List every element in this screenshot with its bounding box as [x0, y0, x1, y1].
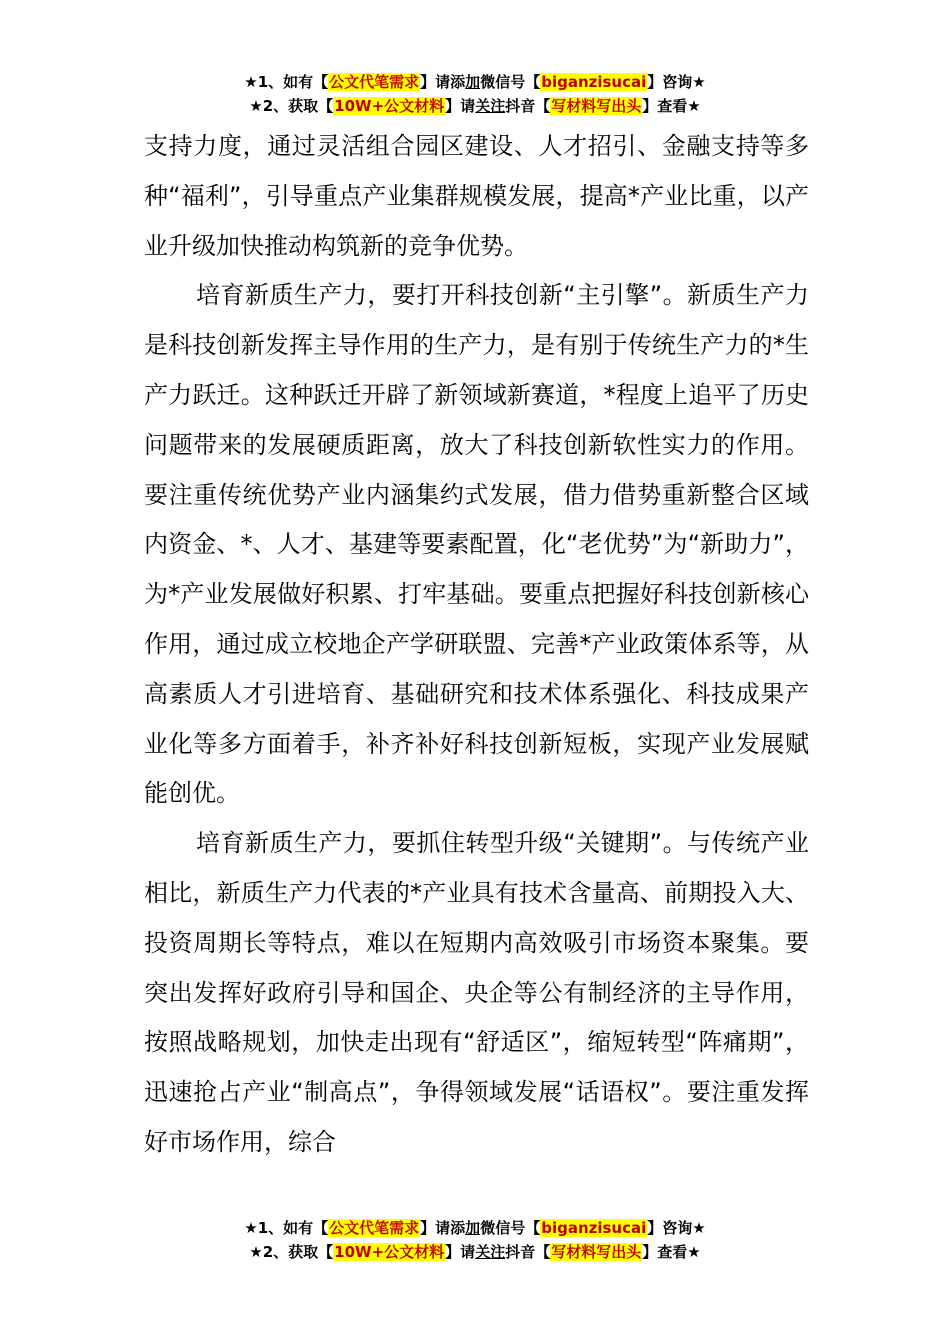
banner-line-2	[0, 1240, 950, 1264]
footer-banner	[0, 1216, 950, 1264]
star-icon: ★	[687, 97, 701, 115]
banner-text: 抖音【	[505, 1243, 551, 1261]
banner-text: 微信号【	[480, 73, 541, 91]
banner-text: 】咨询	[647, 73, 693, 91]
banner-text: 】请	[445, 97, 476, 115]
star-icon: ★	[249, 97, 263, 115]
highlight-service: 公文代笔需求	[329, 1219, 420, 1237]
banner-text: 】查看	[642, 97, 688, 115]
banner-text: 1、如有【	[257, 1219, 329, 1237]
highlight-materials: 10W+公文材料	[334, 1243, 445, 1261]
highlight-wechat-id: biganzisucai	[541, 73, 647, 91]
highlight-service: 公文代笔需求	[329, 73, 420, 91]
banner-text: 】请	[445, 1243, 476, 1261]
banner-text: 】查看	[642, 1243, 688, 1261]
banner-text: 2、获取【	[262, 97, 334, 115]
banner-underlined: 关注	[475, 1243, 506, 1261]
highlight-materials: 10W+公文材料	[334, 97, 445, 115]
banner-text: 】咨询	[647, 1219, 693, 1237]
banner-text: 2、获取【	[262, 1243, 334, 1261]
star-icon: ★	[249, 1243, 263, 1261]
paragraph: 支持力度，通过灵活组合园区建设、人才招引、金融支持等多种“福利”，引导重点产业集群规模发展，提高*产业比重，以产业升级加快推动构筑新的竞争优势。	[144, 132, 809, 260]
star-icon: ★	[692, 73, 706, 91]
star-icon: ★	[692, 1219, 706, 1237]
header-banner	[0, 70, 950, 118]
banner-text: 抖音【	[505, 97, 551, 115]
banner-underlined: 加	[465, 1219, 481, 1237]
paragraph: 培育新质生产力，要打开科技创新“主引擎”。新质生产力是科技创新发挥主导作用的生产力，是有别于传统生产力的*生产力跃迁。这种跃迁开辟了新领域新赛道，*程度上追平了历史问题带来的发展硬质距离，放大了科技创新软性实力的作用。要注重传统优势产业内涵集约式发展，借力借势重新整合区域内资金、*、人才、基建等要素配置，化“老优势”为“新助力”，为*产业发展做好积累、打牢基础。要重点把握好科技创新核心作用，通过成立校地企产学研联盟、完善*产业政策体系等，从高素质人才引进培育、基础研究和技术体系强化、科技成果产业化等多方面着手，补齐补好科技创新短板，实现产业发展赋能创优。	[144, 281, 809, 808]
highlight-wechat-id: biganzisucai	[541, 1219, 647, 1237]
highlight-douyin: 写材料写出头	[551, 97, 642, 115]
banner-text: 】请添	[420, 73, 466, 91]
banner-text: 微信号【	[480, 1219, 541, 1237]
banner-text: 】请添	[420, 1219, 466, 1237]
document-body	[144, 122, 809, 1168]
banner-line-1	[0, 1216, 950, 1240]
star-icon: ★	[244, 1219, 258, 1237]
banner-line-2	[0, 94, 950, 118]
star-icon: ★	[687, 1243, 701, 1261]
banner-line-1	[0, 70, 950, 94]
highlight-douyin: 写材料写出头	[551, 1243, 642, 1261]
star-icon: ★	[244, 73, 258, 91]
banner-text: 1、如有【	[257, 73, 329, 91]
banner-underlined: 加	[465, 73, 481, 91]
banner-underlined: 关注	[475, 97, 506, 115]
paragraph: 培育新质生产力，要抓住转型升级“关键期”。与传统产业相比，新质生产力代表的*产业具有技术含量高、前期投入大、投资周期长等特点，难以在短期内高效吸引市场资本聚集。要突出发挥好政府引导和国企、央企等公有制经济的主导作用，按照战略规划，加快走出现有“舒适区”，缩短转型“阵痛期”，迅速抢占产业“制高点”，争得领域发展“话语权”。要注重发挥好市场作用，综合	[144, 829, 809, 1156]
